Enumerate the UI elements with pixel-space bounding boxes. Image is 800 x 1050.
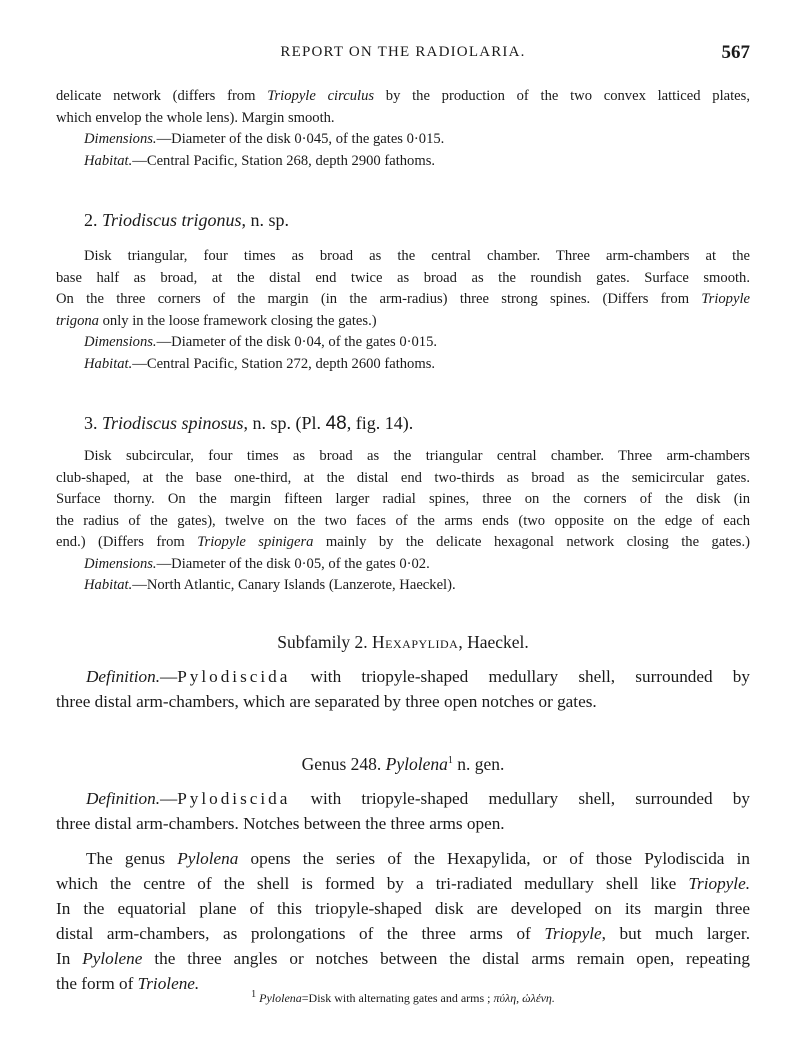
genus-heading: Genus 248. Pylolena$^1$ n. gen. (301, 754, 505, 774)
running-header (56, 42, 750, 64)
dimensions-line: Dimensions.—Diameter of the disk 0·05, of the gates 0·02. (84, 555, 430, 572)
text-line: the radius of the gates), twelve on the two faces of the arms ends (two opposite on the edge of each (56, 512, 750, 529)
dimensions-line: Dimensions.—Diameter of the disk 0·04, of the gates 0·015. (84, 334, 438, 350)
species-description-trigonus (56, 246, 750, 375)
plate-number: 48 (325, 413, 347, 434)
text-line: The genus Pylolena opens the series of the Hexapylida, or of those Pylodiscida in (86, 849, 750, 868)
genus-body-paragraph (56, 846, 750, 996)
text-line: trigona only in the loose framework closing the gates.) (56, 312, 377, 329)
text-line: three distal arm-chambers. Notches between the three arms open. (56, 814, 505, 833)
genus-definition (56, 786, 750, 836)
text-line: base half as broad, at the distal end twice as broad as the roundish gates. Surface smooth. (56, 269, 750, 286)
habitat-line: Habitat.—North Atlantic, Canary Islands (Lanzerote, Haeckel). (84, 577, 456, 593)
species-description-spinosus (56, 446, 750, 597)
text-line: Surface thorny. On the margin fifteen larger radial spines, three on the corners of the disk (in (56, 491, 750, 507)
text-line: three distal arm-chambers, which are separated by three open notches or gates. (56, 692, 597, 711)
subfamily-definition (56, 664, 750, 714)
text-line: Disk subcircular, four times as broad as the triangular central chamber. Three arm-chambers (84, 448, 750, 464)
subfamily-heading: Subfamily 2. Hexapylida, Haeckel. (277, 632, 529, 652)
habitat-line: Habitat.—Central Pacific, Station 272, depth 2600 fathoms. (84, 355, 436, 372)
footnote: $^1$ Pylolena=Disk with alternating gates and arms ; πύλη, ὠλένη. (251, 989, 555, 1005)
dimensions-line: Dimensions.—Diameter of the disk 0·045, of the gates 0·015. (84, 131, 445, 147)
text-line: the form of Triolene. (56, 974, 200, 993)
text-line: On the three corners of the margin (in the arm-radius) three strong spines. (Differs from Triopyle (56, 291, 750, 307)
species-heading-spinosus: 3. Triodiscus spinosus, n. sp. (Pl. 48, fig. 14). (84, 413, 414, 434)
text-line: In the equatorial plane of this triopyle-shaped disk are developed on its margin three (56, 899, 750, 918)
continuation-paragraph (56, 86, 750, 172)
text-line: Definition.—Pylodiscida with triopyle-shaped medullary shell, surrounded by (86, 667, 750, 686)
text-line: distal arm-chambers, as prolongations of the three arms of Triopyle, but much larger. (56, 924, 750, 943)
text-line: Disk triangular, four times as broad as the central chamber. Three arm-chambers at the (84, 248, 750, 264)
text-line: In Pylolene the three angles or notches between the distal arms remain open, repeating (56, 949, 750, 968)
page-number: 567 (721, 42, 750, 63)
text-line: club-shaped, at the base one-third, at the distal end two-thirds as broad as the semicircular gates. (56, 469, 750, 486)
text-line: which envelop the whole lens). Margin smooth. (56, 109, 335, 126)
text-line: delicate network (differs from Triopyle circulus by the production of the two convex latticed plates, (56, 88, 750, 104)
species-heading-trigonus: 2. Triodiscus trigonus, n. sp. (84, 210, 290, 230)
text-line: end.) (Differs from Triopyle spinigera mainly by the delicate hexagonal network closing the gates.) (56, 534, 750, 550)
text-line: which the centre of the shell is formed by a tri-radiated medullary shell like Triopyle. (56, 874, 750, 893)
habitat-line: Habitat.—Central Pacific, Station 268, depth 2900 fathoms. (84, 152, 436, 169)
text-line: Definition.—Pylodiscida with triopyle-shaped medullary shell, surrounded by (86, 789, 750, 808)
running-title: REPORT ON THE RADIOLARIA. (280, 44, 526, 60)
